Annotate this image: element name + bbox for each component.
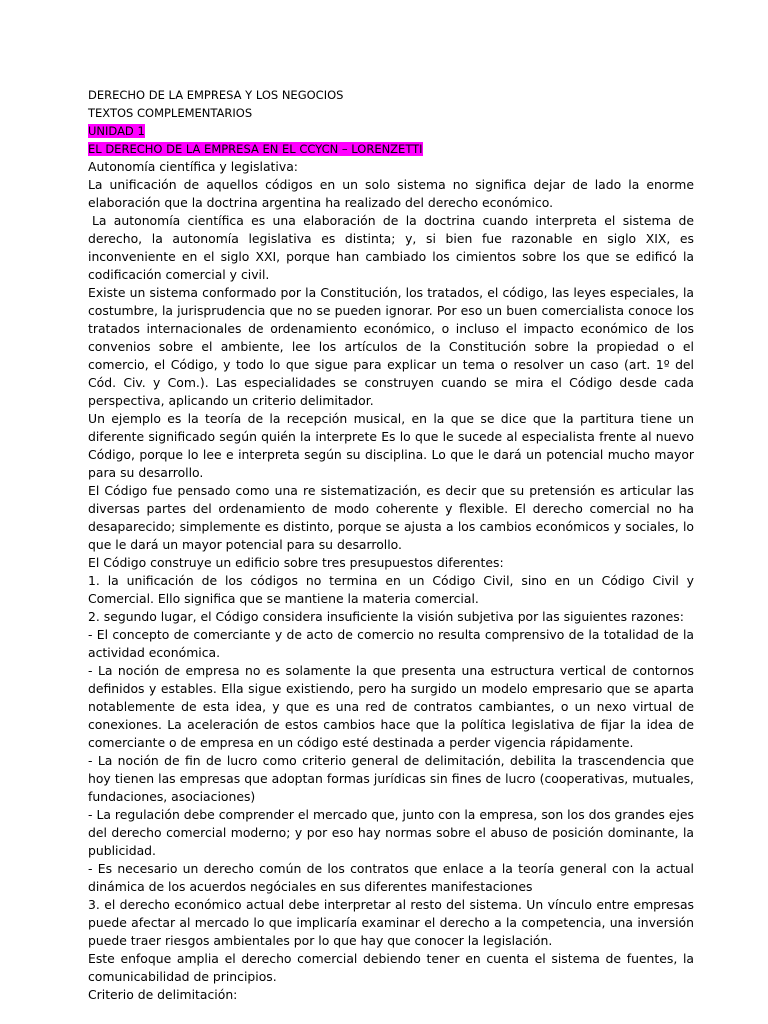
paragraph: El Código construye un edificio sobre tres presupuestos diferentes: xyxy=(88,555,504,570)
bullet-item: - La noción de empresa no es solamente la que presenta una estructura vertical de contornos definidos y estables. Ella sigue existiendo, pero ha surgido un modelo empresario que se aparta notablemente de esta idea, y que es una red de contratos cambiantes, o un nexo virtual de conexiones. La aceleración de estos cambios hace que la política legislativa de fijar la idea de comerciante o de empresa en un código esté destinada a perder vigencia rápidamente. xyxy=(88,663,694,750)
bullet-item: - La regulación debe comprender el mercado que, junto con la empresa, son los dos grandes ejes del derecho comercial moderno; y por eso hay normas sobre el abuso de posición dominante, la publicidad. xyxy=(88,807,694,858)
list-item: 1. la unificación de los códigos no termina en un Código Civil, sino en un Código Civil y Comercial. Ello significa que se mantiene la materia comercial. xyxy=(88,573,694,606)
paragraph: Existe un sistema conformado por la Constitución, los tratados, el código, las leyes especiales, la costumbre, la jurisprudencia que no se pueden ignorar. Por eso un buen comercialista conoce los tratados internacionales de ordenamiento económico, o incluso el impacto económico de los convenios sobre el ambiente, lee los artículos de la Constitución sobre la propiedad o el comercio, el Código, y todo lo que sigue para explicar un tema o resolver un caso (art. 1º del Cód. Civ. y Com.). Las especialidades se construyen cuando se mira el Código desde cada perspectiva, aplicando un criterio delimitador. xyxy=(88,285,694,408)
paragraph: El Código fue pensado como una re sistematización, es decir que su pretensión es articular las diversas partes del ordenamiento de modo coherente y flexible. El derecho comercial no ha desaparecido; simplemente es distinto, porque se ajusta a los cambios económicos y sociales, lo que le dará un mayor potencial para su desarrollo. xyxy=(88,483,694,552)
paragraph: La autonomía científica es una elaboración de la doctrina cuando interpreta el sistema de derecho, la autonomía legislativa es distinta; y, si bien fue razonable en siglo XIX, es inconveniente en el siglo XXI, porque han cambiado los cimientos sobre los que se edificó la codificación comercial y civil. xyxy=(88,213,694,282)
list-item: 2. segundo lugar, el Código considera insuficiente la visión subjetiva por las siguientes razones: xyxy=(88,609,684,624)
chapter-heading-highlighted: EL DERECHO DE LA EMPRESA EN EL CCYCN – LORENZETTI xyxy=(88,142,423,156)
section-heading-autonomia: Autonomía científica y legislativa: xyxy=(88,159,298,174)
paragraph: Un ejemplo es la teoría de la recepción musical, en la que se dice que la partitura tiene un diferente significado según quién la interprete Es lo que le sucede al especialista frente al nuevo Código, porque lo lee e interpreta según su disciplina. Lo que le dará un potencial mucho mayor para su desarrollo. xyxy=(88,411,694,480)
paragraph: Este enfoque amplia el derecho comercial debiendo tener en cuenta el sistema de fuentes, la comunicabilidad de principios. xyxy=(88,951,694,984)
bullet-item: - El concepto de comerciante y de acto de comercio no resulta comprensivo de la totalidad de la actividad económica. xyxy=(88,627,694,660)
bullet-item: - Es necesario un derecho común de los contratos que enlace a la teoría general con la actual dinámica de los acuerdos negóciales en sus diferentes manifestaciones xyxy=(88,861,694,894)
unit-heading-highlighted: UNIDAD 1 xyxy=(88,124,145,138)
document-subtitle: TEXTOS COMPLEMENTARIOS xyxy=(88,106,253,120)
document-title: DERECHO DE LA EMPRESA Y LOS NEGOCIOS xyxy=(88,88,344,102)
bullet-item: - La noción de fin de lucro como criterio general de delimitación, debilita la trascendencia que hoy tienen las empresas que adoptan formas jurídicas sin fines de lucro (cooperativas, mutuales, fundaciones, asociaciones) xyxy=(88,753,694,804)
section-heading-criterio: Criterio de delimitación: xyxy=(88,987,238,1002)
paragraph: La unificación de aquellos códigos en un solo sistema no significa dejar de lado la enorme elaboración que la doctrina argentina ha realizado del derecho económico. xyxy=(88,177,694,210)
document-page xyxy=(88,86,694,1004)
list-item: 3. el derecho económico actual debe interpretar al resto del sistema. Un vínculo entre empresas puede afectar al mercado lo que implicaría examinar el derecho a la competencia, una inversión puede traer riesgos ambientales por lo que hay que conocer la legislación. xyxy=(88,897,694,948)
